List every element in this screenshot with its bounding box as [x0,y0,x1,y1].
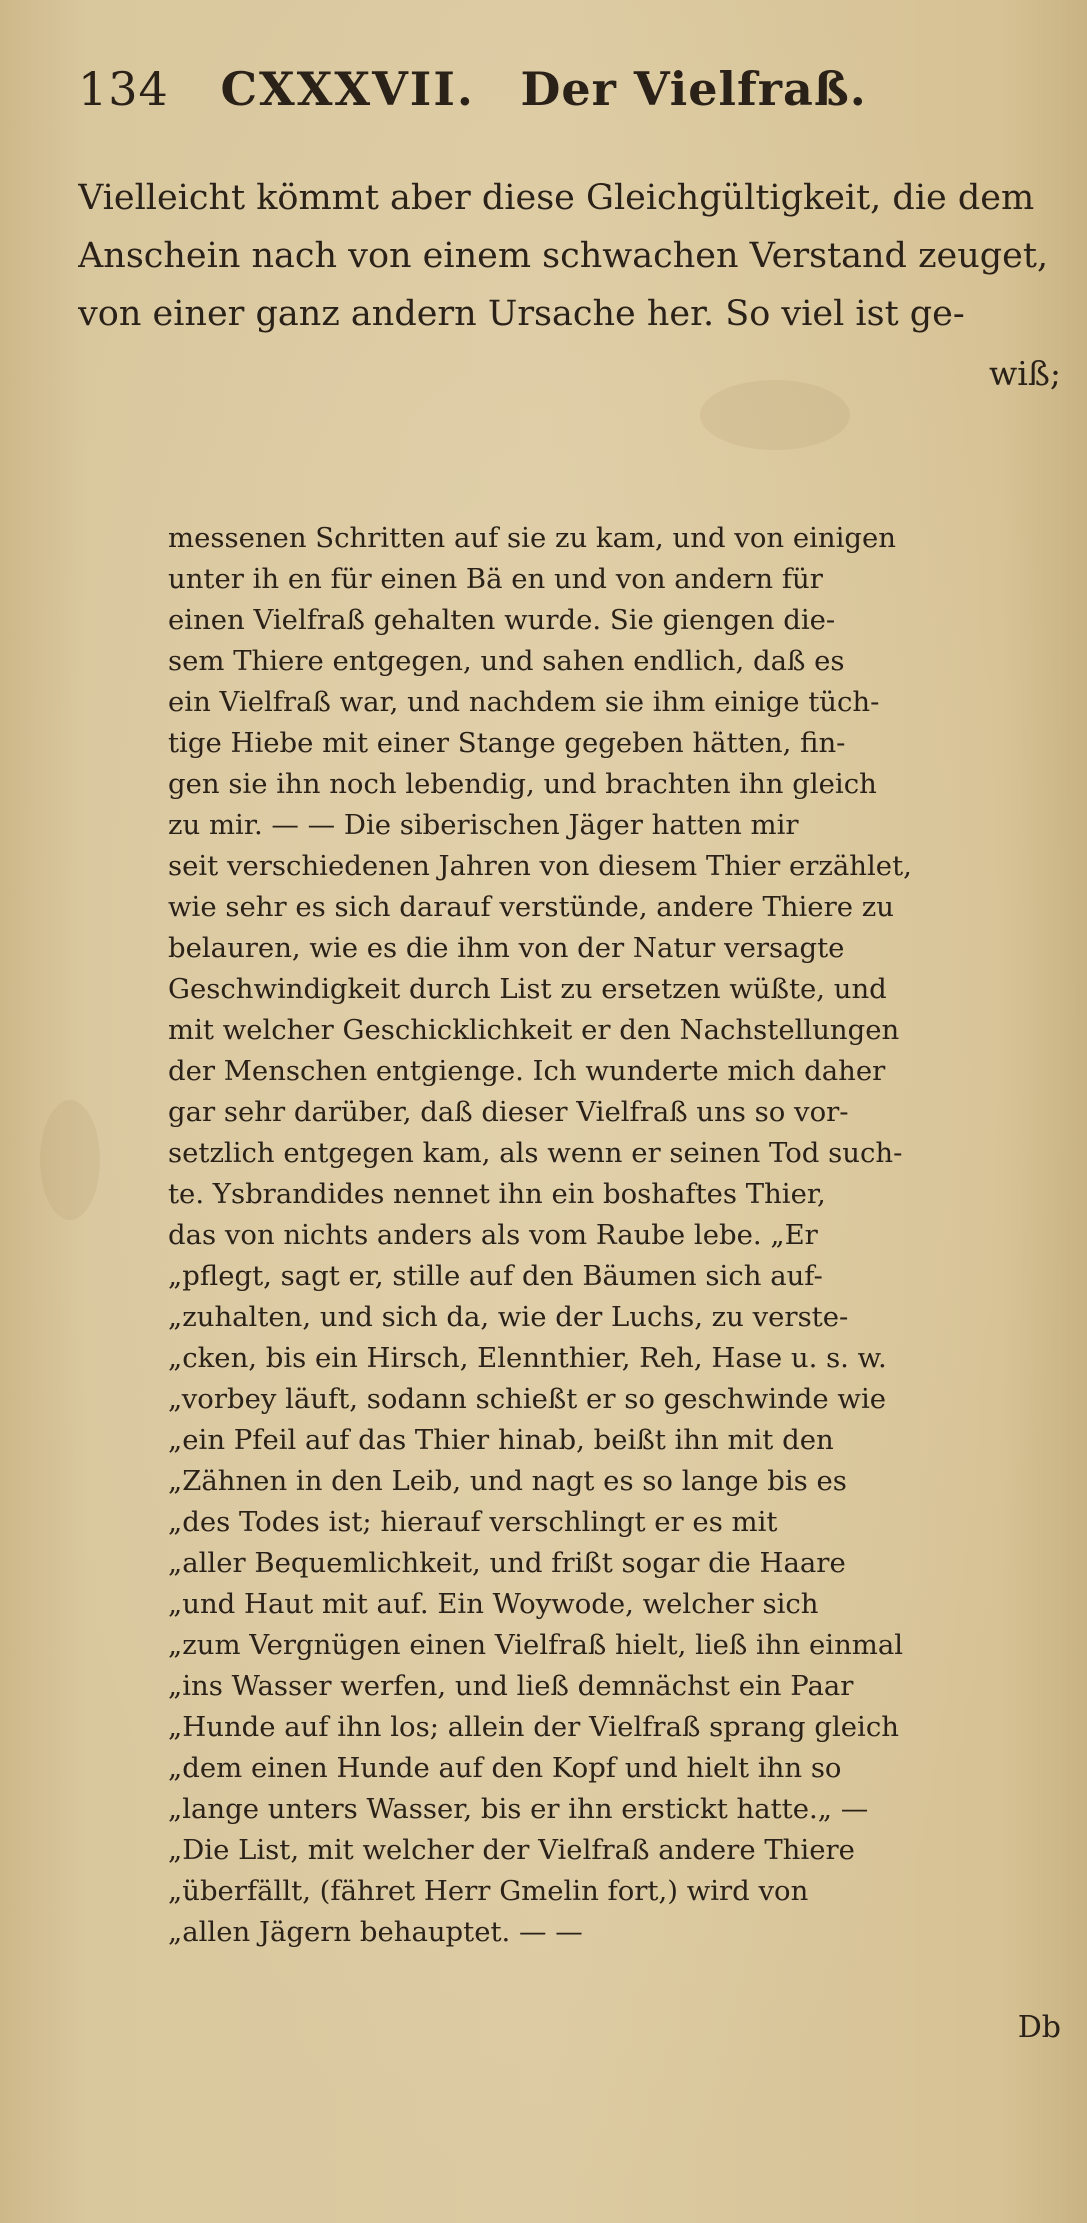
catchword: Db [1017,2010,1061,2045]
text-line: sem Thiere entgegen, und sahen endlich, daß es [168,645,845,677]
text-line: messenen Schritten auf sie zu kam, und von einigen [168,522,896,554]
text-line: setzlich entgegen kam, als wenn er seinen Tod such- [168,1137,903,1169]
text-line: von einer ganz andern Ursache her. So viel ist ge- [78,294,965,334]
text-line: der Menschen entgienge. Ich wunderte mich daher [168,1055,886,1087]
text-line: ein Vielfraß war, und nachdem sie ihm einige tüch- [168,686,880,718]
text-line: zu mir. — — Die siberischen Jäger hatten mir [168,809,799,841]
text-line: „zuhalten, und sich da, wie der Luchs, zu verste- [168,1301,849,1333]
text-line: „allen Jägern behauptet. — — [168,1916,583,1948]
text-line: „des Todes ist; hierauf verschlingt er es mit [168,1506,778,1538]
text-line: „lange unters Wasser, bis er ihn erstickt hatte.„ — [168,1793,869,1825]
text-line: belauren, wie es die ihm von der Natur versagte [168,932,845,964]
text-line: „cken, bis ein Hirsch, Elennthier, Reh, Hase u. s. w. [168,1342,887,1374]
text-line: das von nichts anders als vom Raube lebe. „Er [168,1219,818,1251]
text-line: „dem einen Hunde auf den Kopf und hielt ihn so [168,1752,842,1784]
text-line: tige Hiebe mit einer Stange gegeben hätten, fin- [168,727,846,759]
text-line: „Die List, mit welcher der Vielfraß andere Thiere [168,1834,855,1866]
text-line: „Hunde auf ihn los; allein der Vielfraß sprang gleich [168,1711,899,1743]
text-line: „pflegt, sagt er, stille auf den Bäumen sich auf- [168,1260,823,1292]
text-line: unter ih en für einen Bä en und von andern für [168,563,823,595]
text-line: „ins Wasser werfen, und ließ demnächst ein Paar [168,1670,854,1702]
text-line: „aller Bequemlichkeit, und frißt sogar die Haare [168,1547,846,1579]
text-line: „Zähnen in den Leib, und nagt es so lange bis es [168,1465,847,1497]
text-line: „zum Vergnügen einen Vielfraß hielt, ließ ihn einmal [168,1629,904,1661]
paper-stain [40,1100,100,1220]
text-line: Anschein nach von einem schwachen Verstand zeuget, [78,236,1049,276]
text-line: „ein Pfeil auf das Thier hinab, beißt ihn mit den [168,1424,834,1456]
text-line: wiß; [989,354,1061,393]
chapter-number: CXXXVII. [220,62,475,116]
text-line: einen Vielfraß gehalten wurde. Sie giengen die- [168,604,836,636]
text-line: „und Haut mit auf. Ein Woywode, welcher sich [168,1588,819,1620]
text-line: mit welcher Geschicklichkeit er den Nachstellungen [168,1014,900,1046]
text-line: gen sie ihn noch lebendig, und brachten ihn gleich [168,768,877,800]
chapter-title: Der Vielfraß. [520,62,867,116]
text-line: gar sehr darüber, daß dieser Vielfraß uns so vor- [168,1096,849,1128]
text-line: te. Ysbrandides nennet ihn ein boshaftes Thier, [168,1178,826,1210]
paper-stain [700,380,850,450]
page-number: 134 [78,62,169,116]
text-line: Vielleicht kömmt aber diese Gleichgültigkeit, die dem [78,178,1035,218]
text-line: wie sehr es sich darauf verstünde, andere Thiere zu [168,891,894,923]
text-line: seit verschiedenen Jahren von diesem Thier erzählet, [168,850,912,882]
text-line: Geschwindigkeit durch List zu ersetzen wüßte, und [168,973,887,1005]
page-header [78,62,867,116]
text-line: „überfällt, (fähret Herr Gmelin fort,) wird von [168,1875,809,1907]
text-line: „vorbey läuft, sodann schießt er so geschwinde wie [168,1383,887,1415]
